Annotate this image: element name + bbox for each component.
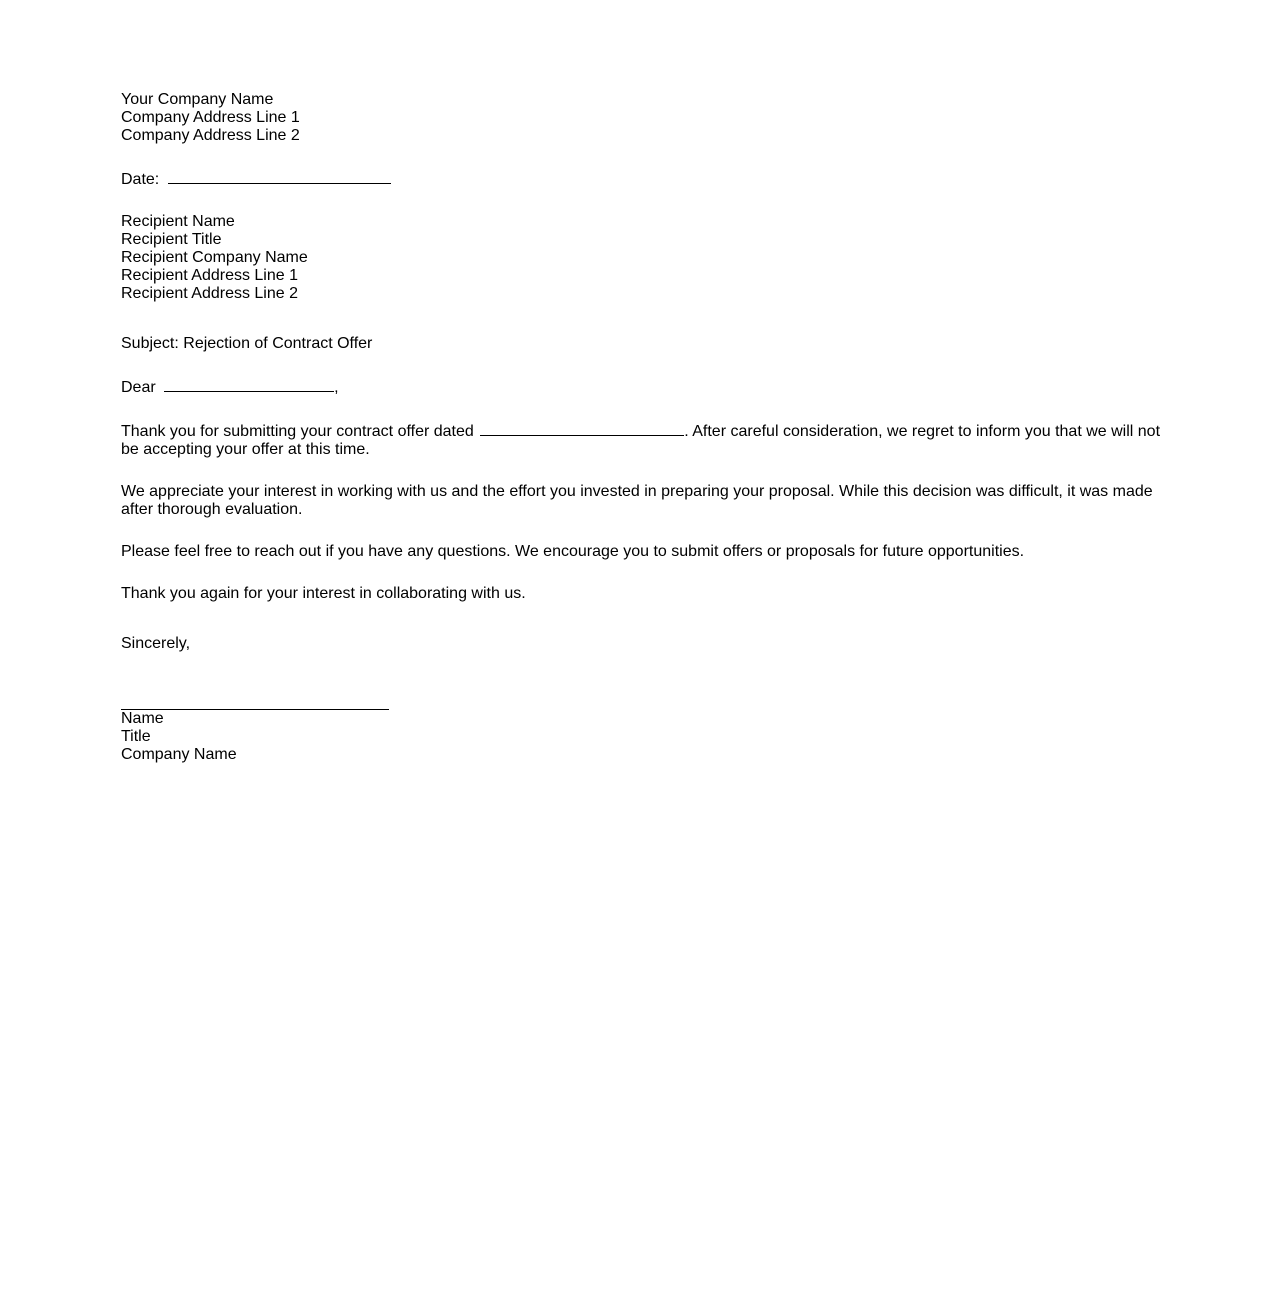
body-paragraph-2: We appreciate your interest in working with us and the effort you invested in preparing your proposal. While this decision was difficult, it was made after thorough evaluation.: [121, 483, 1153, 518]
letter-page: [121, 91, 1161, 764]
offer-date-blank: [480, 421, 684, 436]
sender-block: [121, 91, 1161, 145]
subject-text: Subject: Rejection of Contract Offer: [121, 335, 373, 352]
date-blank: [168, 169, 391, 184]
salutation-prefix: Dear: [121, 379, 156, 396]
signature-block: [121, 710, 1161, 764]
recipient-block: [121, 213, 1161, 303]
body-paragraph-4: Thank you again for your interest in collaborating with us.: [121, 585, 526, 602]
body-paragraph-1: [121, 421, 1161, 459]
salutation-comma: ,: [334, 379, 339, 396]
signature-company-name: Company Name: [121, 746, 237, 763]
signature-name: Name: [121, 710, 164, 727]
date-label: Date:: [121, 171, 160, 188]
recipient-name: Recipient Name: [121, 213, 235, 230]
closing-text: Sincerely,: [121, 635, 191, 652]
body-p1-after: . After careful consideration, we regret to inform you that we will not be accepting your offer at this time.: [121, 423, 1161, 458]
sender-company-name: Your Company Name: [121, 91, 274, 108]
salutation-line: [121, 377, 1161, 397]
signature-title: Title: [121, 728, 151, 745]
salutation-blank: [164, 377, 334, 392]
body-paragraph-3: Please feel free to reach out if you have any questions. We encourage you to submit offers or proposals for future opportunities.: [121, 543, 1025, 560]
recipient-company-name: Recipient Company Name: [121, 249, 308, 266]
subject-line: [121, 335, 1161, 353]
date-line: [121, 169, 1161, 189]
recipient-title: Recipient Title: [121, 231, 222, 248]
closing-line: [121, 635, 1161, 653]
body-p1-before: Thank you for submitting your contract offer dated: [121, 423, 474, 440]
recipient-address-line-2: Recipient Address Line 2: [121, 285, 298, 302]
sender-address-line-2: Company Address Line 2: [121, 127, 300, 144]
sender-address-line-1: Company Address Line 1: [121, 109, 300, 126]
recipient-address-line-1: Recipient Address Line 1: [121, 267, 298, 284]
